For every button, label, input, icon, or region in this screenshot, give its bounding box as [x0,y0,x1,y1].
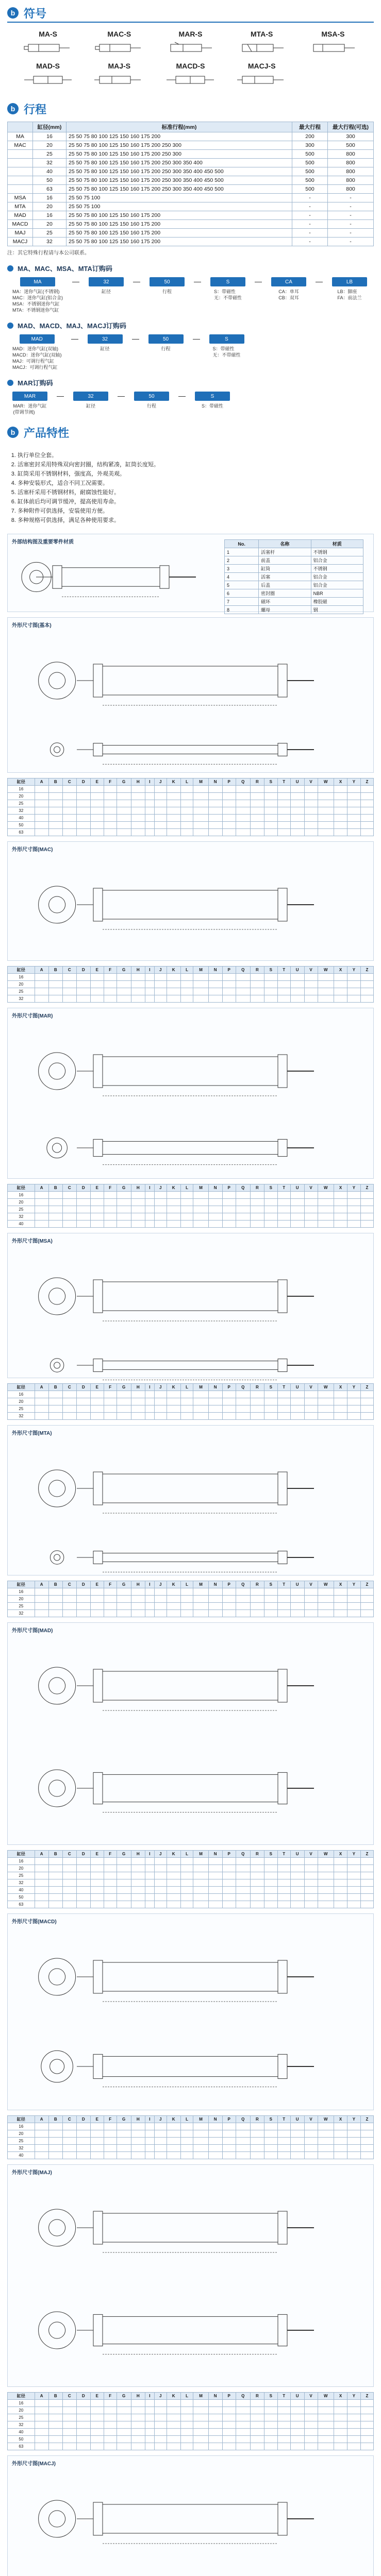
models-grid [0,27,381,91]
stroke-title: 行程 [24,103,47,116]
feature-item: 2. 活塞密封采用特殊双向密封圈，结构紧凑，缸筒长度短。 [18,460,369,469]
table-row: 32 [8,2145,374,2152]
table-row: 8 螺母 钢 [225,606,363,614]
table-row: 16 [8,2400,374,2407]
dimension-drawing [7,1008,374,1179]
dimension-drawing [7,2164,374,2387]
code-segment [210,277,245,301]
feature-item: 1. 执行单位全套。 [18,451,369,460]
stroke-table [7,122,374,246]
dimension-section [0,1622,381,1908]
order-codes [0,258,381,417]
table-cell: 32 [33,238,67,246]
cylinder-drawing [15,1125,366,1171]
dash-separator [178,396,186,397]
feature-item: 4. 多种安装形式，适合不同工况需要。 [18,479,369,488]
code-tag: S [209,334,244,344]
table-cell: 25 50 75 100 [67,194,292,202]
parts-table [224,539,363,614]
cylinder-icon [93,71,145,89]
code-segment [73,392,108,409]
table-cell: 500 [292,150,328,159]
section-badge: b [7,7,19,19]
table-row: 25 [8,1603,374,1610]
code-tag: CA [271,277,306,286]
table-row: 25 [8,2414,374,2421]
dimension-drawing [7,2455,374,2576]
code-description: MAD：迷你气缸(双轴) MACD：迷你气缸(双轴) MAJ：可调行程气缸 MACJ：可调行程气缸 [12,346,62,370]
table-row: 6 密封圈 NBR [225,589,363,598]
cylinder-drawing [15,1437,366,1540]
cylinder-drawing [15,2281,366,2379]
table-cell: 25 [33,229,67,238]
cylinder-icon [164,71,216,89]
table-row: 50 [8,2436,374,2443]
table-cell: 25 50 75 80 100 125 150 160 175 200 250 300 [67,150,292,159]
code-description: MA：迷你气缸(不锈钢) MAC：迷你气缸(铝合金) MSA：不锈钢迷你气缸 MTA：不锈钢迷你气缸 [12,289,63,313]
code-tag: 32 [89,277,124,286]
table-cell: MAC [8,141,33,150]
table-cell: 500 [328,141,374,150]
feature-item: 6. 缸体前后均可调节缓冲，提高使用寿命。 [18,497,369,506]
table-row [8,238,374,246]
feature-item: 8. 多种规格可供选择，满足各种使用要求。 [18,516,369,525]
table-header-row: 缸径 A B C D E F G H I J K L M N P Q R S T U V W X Y Z [8,2393,374,2400]
table-cell: MAD [8,211,33,220]
table-row: 3 缸筒 不锈钢 [225,565,363,573]
stroke-table-body [8,132,374,246]
table-cell: - [328,238,374,246]
table-row [8,185,374,194]
table-cell: 800 [328,185,374,194]
table-cell: 25 50 75 80 100 125 150 160 175 200 [67,229,292,238]
dimension-table [7,1383,374,1420]
table-cell: 25 50 75 80 100 125 150 160 175 200 250 300 350 400 450 500 [67,176,292,185]
table-row: 50 [8,1894,374,1901]
model-item: MAC-S [84,30,155,57]
table-row: 5 后盖 铝合金 [225,581,363,589]
cylinder-drawing [15,734,366,765]
table-cell: 16 [33,211,67,220]
table-cell: - [328,220,374,229]
table-cell: 20 [33,220,67,229]
code-segment [148,334,184,352]
feature-item: 7. 多种附件可供选择，安装使用方便。 [18,506,369,516]
diagram-caption: 外部结构图及重要零件材质 [12,539,74,545]
table-row: 32 [8,1610,374,1617]
dash-separator [71,339,78,340]
dimension-drawing [7,617,374,773]
bullet-icon [7,323,13,329]
cylinder-icon [236,71,288,89]
diagram-caption: 外形尺寸图(MACJ) [12,2461,56,2467]
code-segment [89,277,124,295]
code-segment [88,334,123,352]
features-section-header [0,422,381,442]
dimension-table [7,2115,374,2159]
dimension-table [7,966,374,1003]
table-row: 2 前盖 铝合金 [225,556,363,565]
diagram-caption: 外形尺寸图(MAC) [12,847,53,853]
diagram-caption: 外形尺寸图(MACD) [12,1919,57,1925]
dimension-section [0,2164,381,2450]
order-code-header [0,258,381,275]
dash-separator [132,339,139,340]
dimension-section [0,617,381,836]
table-row: 40 [8,1887,374,1894]
table-row [8,176,374,185]
table-row: 4 活塞 铝合金 [225,573,363,581]
diagram-caption: 外形尺寸图(MAR) [12,1013,53,1019]
dimension-drawing [7,841,374,961]
order-code-title: MA、MAC、MSA、MTA订购码 [18,265,112,273]
cylinder-icon [307,39,359,57]
stroke-note: 注：其它特殊行程请与本公司联系。 [7,250,90,256]
table-cell: - [328,211,374,220]
table-cell: - [292,220,328,229]
table-row: 20 [8,2130,374,2138]
table-cell: MTA [8,202,33,211]
table-header-row: No. 名称 材质 [225,540,363,548]
diagram-caption: 外形尺寸图(基本) [12,623,52,629]
table-row: 32 [8,807,374,815]
bullet-icon [7,265,13,272]
cylinder-drawing [15,1020,366,1123]
table-cell: - [292,194,328,202]
cylinder-drawing [15,1350,366,1381]
table-row: 20 [8,981,374,988]
table-cell: 20 [33,141,67,150]
table-row: 32 [8,1879,374,1887]
table-header-row: 缸径 A B C D E F G H I J K L M N P Q R S T U V W X Y Z [8,1184,374,1192]
dash-separator [193,339,200,340]
table-cell: 800 [328,176,374,185]
model-item: MAD-S [12,62,84,89]
code-tag: 50 [148,334,184,344]
dimension-drawing [7,1425,374,1575]
dimension-table [7,1581,374,1617]
table-cell [8,185,33,194]
code-description: 缸径 [86,403,95,409]
structure-diagram [7,534,374,612]
cylinder-drawing [15,1542,366,1573]
table-row: 63 [8,829,374,836]
dimension-table [7,2392,374,2450]
model-item: MAJ-S [84,62,155,89]
section-badge: b [7,427,19,438]
table-row: 40 [8,815,374,822]
code-description: 缸径 [100,346,110,351]
cylinder-icon [164,39,216,57]
dimension-section [0,1233,381,1420]
code-description: S：带磁性 无：不带磁性 [213,289,242,300]
dimension-table [7,1184,374,1228]
table-row: 40 [8,1221,374,1228]
table-row [8,141,374,150]
code-description: 行程 [146,403,156,409]
table-row: 20 [8,1199,374,1206]
code-tag: MAD [20,334,55,344]
dimension-table [7,778,374,836]
table-cell: 25 50 75 80 100 125 150 160 175 200 [67,220,292,229]
table-cell: 63 [33,185,67,194]
code-description: MAR：迷你气缸 (带调节阀) [13,403,47,415]
table-cell: 500 [292,159,328,167]
stroke-section-header [0,99,381,118]
order-code-header [0,315,381,332]
table-cell: 25 50 75 80 100 125 150 160 175 200 250 300 350 400 [67,159,292,167]
order-code-title: MAD、MACD、MAJ、MACJ订购码 [18,322,126,330]
table-cell: - [292,238,328,246]
table-row [8,229,374,238]
table-cell: - [328,229,374,238]
table-row: 40 [8,2152,374,2159]
table-row: 20 [8,793,374,800]
table-cell: 800 [328,159,374,167]
table-cell: MAJ [8,229,33,238]
table-cell: MACD [8,220,33,229]
table-cell [8,159,33,167]
table-cell: 16 [33,132,67,141]
dash-separator [118,396,125,397]
dimension-section [0,1913,381,2159]
table-cell: 25 [33,150,67,159]
table-row: 32 [8,2421,374,2429]
order-code-header [0,372,381,389]
cylinder-drawing [15,2176,366,2279]
table-header-row: 缸径 A B C D E F G H I J K L M N P Q R S T U V W X Y Z [8,1851,374,1858]
table-row [8,194,374,202]
order-code-title: MAR订购码 [18,379,53,387]
table-header-row: 缸径 A B C D E F G H I J K L M N P Q R S T U V W X Y Z [8,1384,374,1391]
table-header-row: 缸径 A B C D E F G H I J K L M N P Q R S T U V W X Y Z [8,2116,374,2123]
code-tag: S [210,277,245,286]
cylinder-icon [93,39,145,57]
code-segment [12,334,62,370]
table-row: 25 [8,988,374,995]
table-cell: 25 50 75 80 100 125 150 160 175 200 250 300 350 400 450 500 [67,167,292,176]
code-segment [150,277,185,295]
model-item: MAR-S [155,30,226,57]
table-cell: 25 50 75 80 100 125 150 160 175 200 [67,132,292,141]
cylinder-icon [236,39,288,57]
dimension-section [0,841,381,1003]
table-row [8,159,374,167]
table-cell: 25 50 75 80 100 125 150 160 175 200 250 300 350 400 450 500 [67,185,292,194]
cylinder-icon [22,39,74,57]
code-tag: LB [332,277,367,286]
table-cell: - [328,202,374,211]
table-row: 32 [8,1413,374,1420]
table-row: 16 [8,786,374,793]
code-description: 行程 [162,289,172,294]
table-row [8,167,374,176]
table-row: 63 [8,1901,374,1908]
table-cell: MA [8,132,33,141]
section-divider [7,22,374,23]
code-tag: MAR [12,392,47,401]
dimension-drawing [7,1622,374,1845]
table-cell: - [292,229,328,238]
cylinder-drawing [15,1739,366,1837]
feature-item: 5. 活塞杆采用不锈钢材料，耐腐蚀性能好。 [18,488,369,497]
table-row: 50 [8,822,374,829]
code-tag: 50 [150,277,185,286]
table-row [8,211,374,220]
diagram-caption: 外形尺寸图(MTA) [12,1431,52,1436]
table-cell: - [292,202,328,211]
table-row [8,202,374,211]
table-row: 1 活塞杆 不锈钢 [225,548,363,556]
table-cell: MSA [8,194,33,202]
table-header-row: 缸径 A B C D E F G H I J K L M N P Q R S T U V W X Y Z [8,1581,374,1588]
table-row: 25 [8,2138,374,2145]
table-row: 32 [8,1213,374,1221]
table-row: 16 [8,1391,374,1398]
table-cell: 500 [292,167,328,176]
table-cell: - [328,194,374,202]
code-segment [332,277,367,301]
code-segment [195,392,230,409]
table-row: 16 [8,974,374,981]
code-segment [134,392,169,409]
dimension-table [7,1850,374,1908]
table-cell [8,176,33,185]
table-row: 32 [8,995,374,1003]
diagram-caption: 外形尺寸图(MAJ) [12,2170,52,2176]
table-row: 40 [8,2429,374,2436]
code-tag: 50 [134,392,169,401]
table-cell: 300 [292,141,328,150]
order-code-row [0,332,381,372]
code-description: S：带磁性 无：不带磁性 [212,346,241,358]
table-row: 25 [8,1206,374,1213]
code-description: S：带磁性 [201,403,223,409]
dimension-section [0,1425,381,1617]
diagrams [0,534,381,2576]
model-item: MSA-S [297,30,369,57]
table-cell: MACJ [8,238,33,246]
table-row: 16 [8,1588,374,1596]
model-item: MTA-S [226,30,297,57]
cylinder-drawing [15,2572,366,2576]
code-tag: S [195,392,230,401]
table-row: 16 [8,2123,374,2130]
table-cell: 25 50 75 100 [67,202,292,211]
table-cell: 16 [33,194,67,202]
code-segment [12,277,63,313]
code-segment [271,277,306,301]
table-cell: 25 50 75 80 100 125 150 160 175 200 [67,238,292,246]
table-cell [8,150,33,159]
order-code-row [0,275,381,315]
dash-separator [57,396,64,397]
model-item: MACJ-S [226,62,297,89]
table-row: 16 [8,1858,374,1865]
table-row: 7 磁环 橡胶磁 [225,598,363,606]
code-tag: MA [20,277,55,286]
table-cell: 800 [328,150,374,159]
table-row: 20 [8,1865,374,1872]
code-tag: 32 [73,392,108,401]
table-row: 20 [8,1398,374,1405]
table-row [8,150,374,159]
diagram-caption: 外形尺寸图(MAD) [12,1628,53,1634]
model-item: MACD-S [155,62,226,89]
feature-item: 3. 缸筒采用不锈钢材料，强度高，外观美观。 [18,469,369,479]
dimension-section [0,1008,381,1228]
table-row: 25 [8,1405,374,1413]
symbols-title: 符号 [24,7,47,20]
dimension-drawing [7,1913,374,2110]
table-row: 20 [8,1596,374,1603]
table-cell: 50 [33,176,67,185]
table-cell [8,167,33,176]
table-row: 16 [8,1192,374,1199]
cylinder-icon [22,71,74,89]
table-header-row: 缸径 A B C D E F G H I J K L M N P Q R S T U V W X Y Z [8,778,374,786]
table-row: 25 [8,800,374,807]
table-header-row: 缸径(mm) 标准行程(mm) 最大行程 最大行程(可选) [8,122,374,132]
model-item: MA-S [12,30,84,57]
table-cell: 25 50 75 80 100 125 150 160 175 200 250 300 [67,141,292,150]
cylinder-drawing [15,629,366,732]
cylinder-drawing [15,1634,366,1737]
table-header-row: 缸径 A B C D E F G H I J K L M N P Q R S T U V W X Y Z [8,967,374,974]
table-cell: 500 [292,185,328,194]
table-cell: 200 [292,132,328,141]
cylinder-drawing [15,1925,366,2028]
table-cell: 40 [33,167,67,176]
table-cell: 20 [33,202,67,211]
code-description: 缸径 [101,289,111,294]
table-cell: 25 50 75 80 100 125 150 160 175 200 [67,211,292,220]
code-description: LB：脚座 FA：前法兰 [337,289,362,300]
table-row: 20 [8,2407,374,2414]
code-tag: 32 [88,334,123,344]
diagram-caption: 外形尺寸图(MSA) [12,1239,53,1244]
table-cell: - [292,211,328,220]
features-title: 产品特性 [24,426,70,439]
table-row [8,220,374,229]
features-list [0,448,381,528]
order-code-row [0,389,381,417]
bullet-icon [7,380,13,386]
table-row: 63 [8,2443,374,2450]
code-segment [12,392,47,415]
cylinder-drawing [15,2467,366,2570]
code-segment [209,334,244,358]
table-cell: 300 [328,132,374,141]
code-description: CA：单耳 CB：双耳 [278,289,299,300]
cylinder-drawing [15,853,366,956]
cylinder-drawing [13,544,209,611]
table-row [8,132,374,141]
table-cell: 800 [328,167,374,176]
section-badge: b [7,103,19,114]
cylinder-drawing [15,2030,366,2103]
dimension-section [0,2455,381,2576]
table-row: 25 [8,1872,374,1879]
table-cell: 32 [33,159,67,167]
table-cell: 500 [292,176,328,185]
symbols-section-header [0,3,381,23]
cylinder-drawing [15,1245,366,1348]
dimension-drawing [7,1233,374,1378]
code-description: 行程 [161,346,171,351]
